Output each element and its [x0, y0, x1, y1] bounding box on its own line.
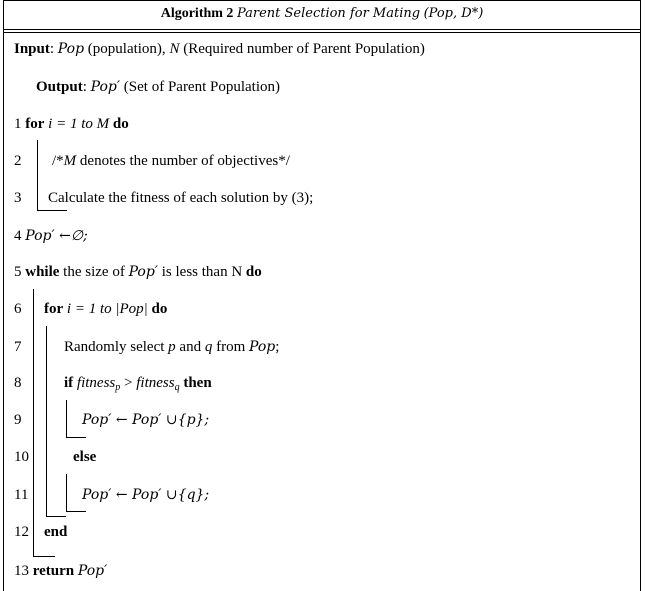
if-block-end-tick [66, 437, 86, 438]
line-number: 9 [14, 412, 22, 428]
algorithm-line-9: Pop′ ← Pop′ ∪{p}; [82, 412, 210, 428]
algorithm-line-10: else [73, 449, 97, 465]
line-number: 4 [14, 228, 22, 244]
caption-rule-top [3, 29, 641, 30]
input-line: Input: Pop (population), N (Required number of Parent Population) [14, 41, 425, 57]
algorithm-line-13: 13 return Pop′ [14, 563, 108, 579]
line-number: 6 [14, 301, 22, 317]
algorithm-line-12: end [44, 524, 68, 540]
for-block-bar [37, 140, 38, 211]
algorithm-line-5: 5 while the size of Pop′ is less than N do [14, 264, 262, 280]
line-number: 5 [14, 264, 22, 280]
line-number: 11 [14, 487, 29, 503]
algorithm-line-8: if fitness$_p$ > fitness$_q$ then [64, 375, 212, 393]
algorithm-line-1: 1 for i = 1 to M do [14, 116, 129, 132]
line-number: 8 [14, 375, 22, 391]
line-number: 10 [14, 449, 29, 465]
algorithm-title: Parent Selection for Mating [236, 6, 421, 21]
algorithm-line-2: /*M denotes the number of objectives*/ [52, 153, 290, 169]
while-block-end-tick [33, 556, 55, 557]
algorithm-line-6: for i = 1 to |Pop| do [44, 301, 168, 317]
frame-top-border [3, 0, 641, 1]
line-number: 1 [14, 116, 22, 132]
else-block-bar [66, 474, 67, 512]
output-line: Output: Pop′ (Set of Parent Population) [36, 79, 281, 95]
line-number: 7 [14, 339, 22, 355]
while-block-bar [33, 289, 34, 557]
frame-right-border [640, 0, 641, 591]
algorithm-line-7: Randomly select p and q from Pop; [64, 339, 280, 355]
line-number: 2 [14, 153, 22, 169]
for-block-end-tick [37, 210, 67, 211]
frame-left-border [3, 0, 4, 591]
algorithm-line-4: 4 Pop′ ←∅; [14, 228, 88, 244]
inner-for-block-end-tick [46, 516, 66, 517]
algorithm-line-11: Pop′ ← Pop′ ∪{q}; [82, 487, 210, 503]
inner-for-block-bar [46, 326, 47, 517]
algorithm-line-3: Calculate the fitness of each solution by (3); [48, 190, 314, 206]
if-block-bar [66, 400, 67, 438]
line-number: 3 [14, 190, 22, 206]
caption-rule-bottom [3, 32, 641, 33]
else-block-end-tick [66, 511, 86, 512]
algorithm-caption [3, 6, 641, 22]
line-number: 13 [14, 563, 29, 579]
line-number: 12 [14, 524, 29, 540]
algorithm-args: (Pop, D*) [423, 6, 484, 21]
algorithm-label: Algorithm 2 [160, 6, 234, 21]
